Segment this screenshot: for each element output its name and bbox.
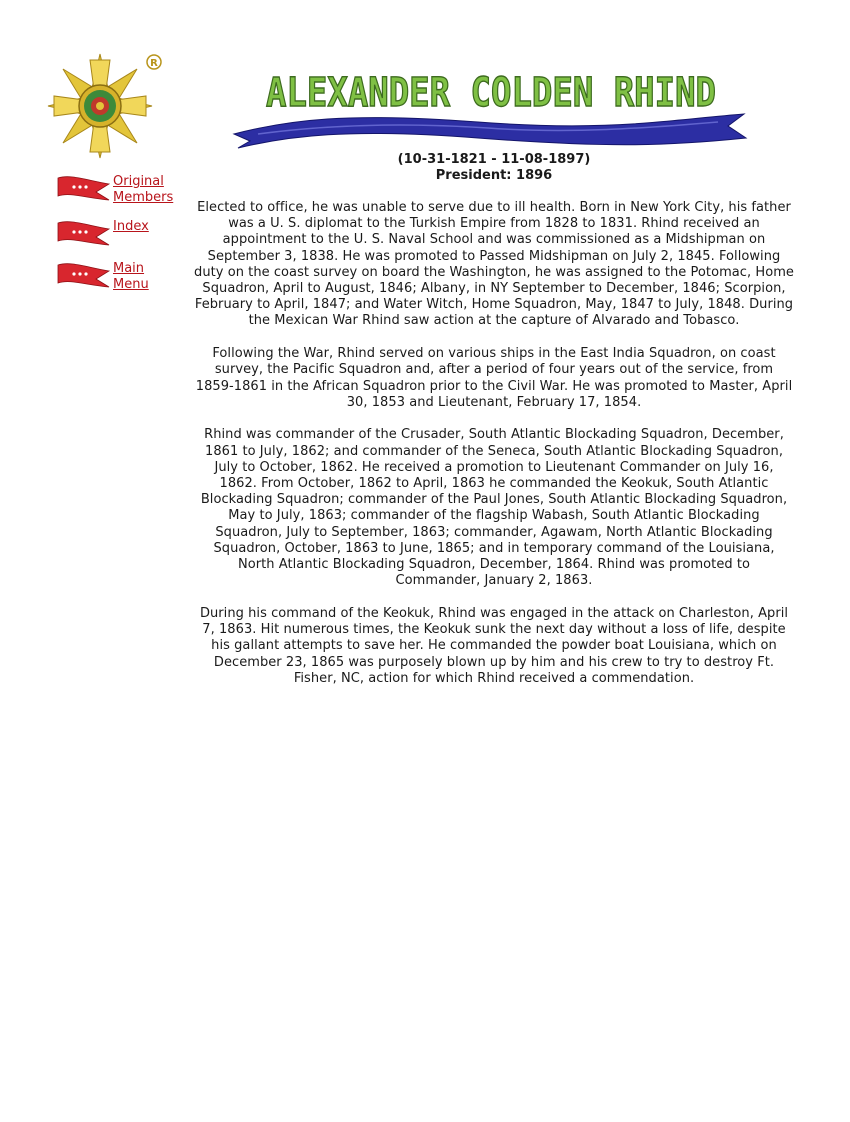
nav-label-line2: Menu: [113, 277, 149, 292]
red-pennant-flag-icon: [56, 261, 111, 289]
page-title: ALEXANDER COLDEN RHIND: [266, 70, 716, 116]
nav-label-line1: Main: [113, 261, 145, 276]
nav-item-original-members[interactable]: [56, 174, 186, 206]
office-held: President: 1896: [435, 168, 553, 183]
life-dates: (10-31-1821 - 11-08-1897): [397, 152, 591, 167]
nav-label-line1: Original: [113, 174, 164, 189]
red-pennant-flag-icon: [56, 219, 111, 247]
svg-text:R: R: [150, 58, 158, 69]
gold-maltese-cross-badge-icon: [44, 48, 170, 166]
nav-item-index[interactable]: [56, 219, 186, 247]
bio-paragraph: Rhind was commander of the Crusader, South Atlantic Blockading Squadron, December, 1861 to July, 1862; and commander of the Seneca, South Atlantic Blockading Squadron, July to October, 1862. He received a promotion to Lieutenant Commander on July 16, 1862. From October, 1862 to April, 1863 he commanded the Keokuk, South Atlantic Blockading Squadron; commander of the Paul Jones, South Atlantic Blockading Squadron, May to July, 1863; commander of the flagship Wabash, South Atlantic Blockading Squadron, July to September, 1863; commander, Agawam, North Atlantic Blockading Squadron, October, 1863 to June, 1865; and in temporary command of the Louisiana, North Atlantic Blockading Squadron, December, 1864. Rhind was promoted to Commander, January 2, 1863.: [200, 427, 788, 589]
logo-badge: [44, 48, 170, 166]
side-nav: [56, 174, 186, 306]
nav-link-index[interactable]: [113, 219, 183, 235]
dates-block: [196, 152, 792, 184]
blue-ribbon-banner: [228, 62, 754, 154]
red-pennant-flag-icon: [56, 174, 111, 202]
nav-link-original-members[interactable]: [113, 174, 183, 206]
nav-label-line2: Members: [113, 190, 174, 205]
bio-paragraph: Following the War, Rhind served on various ships in the East India Squadron, on coast survey, the Pacific Squadron and, after a period of four years out of the service, from 1859-1861 in the African Squadron prior to the Civil War. He was promoted to Master, April 30, 1853 and Lieutenant, February 17, 1854.: [195, 346, 793, 410]
nav-link-main-menu[interactable]: [113, 261, 183, 293]
nav-item-main-menu[interactable]: [56, 261, 186, 293]
biography: [194, 200, 794, 703]
title-banner: [228, 62, 754, 154]
nav-label-line1: Index: [113, 219, 149, 234]
bio-paragraph: During his command of the Keokuk, Rhind was engaged in the attack on Charleston, April 7, 1863. Hit numerous times, the Keokuk sunk the next day without a loss of life, despite his gallant attempts to save her. He commanded the powder boat Louisiana, which on December 23, 1865 was purposely blown up by him and his crew to try to destroy Ft. Fisher, NC, action for which Rhind received a commendation.: [199, 605, 789, 686]
bio-paragraph: Elected to office, he was unable to serve due to ill health. Born in New York City, his father was a U. S. diplomat to the Turkish Empire from 1828 to 1831. Rhind received an appointment to the U. S. Naval School and was commissioned as a Midshipman on September 3, 1838. He was promoted to Passed Midshipman on July 2, 1845. Following duty on the coast survey on board the Washington, he was assigned to the Potomac, Home Squadron, April to August, 1846; Albany, in NY September to December, 1846; Scorpion, February to April, 1847; and Water Witch, Home Squadron, May, 1847 to July, 1848. During the Mexican War Rhind saw action at the capture of Alvarado and Tobasco.: [194, 200, 794, 329]
